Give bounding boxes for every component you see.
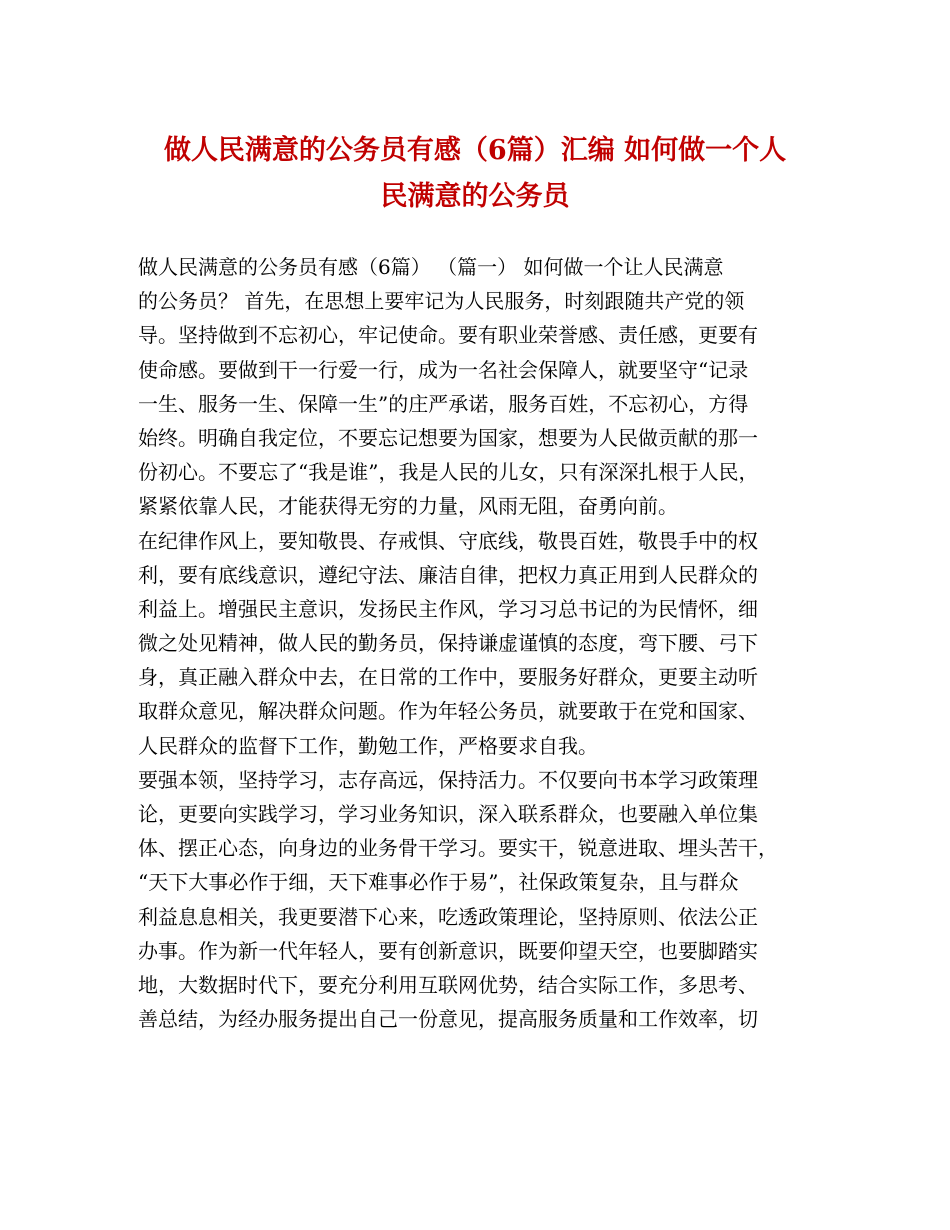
body-line: 取群众意见，解决群众问题。作为年轻公务员，就要敢于在党和国家、 <box>138 699 758 724</box>
body-line: “天下大事必作于细，天下难事必作于易”，社保政策复杂，且与群众 <box>138 870 739 895</box>
document-title <box>120 128 830 220</box>
body-line: 办事。作为新一代年轻人，要有创新意识，既要仰望天空，也要脚踏实 <box>138 938 758 963</box>
body-line: 的公务员？ 首先，在思想上要牢记为人民服务，时刻跟随共产党的领 <box>138 289 745 314</box>
body-line: 份初心。不要忘了“我是谁”，我是人民的儿女，只有深深扎根于人民， <box>138 460 759 485</box>
document-body <box>138 250 818 1036</box>
body-line: 一生、服务一生、保障一生”的庄严承诺，服务百姓，不忘初心，方得 <box>138 391 749 416</box>
body-line: 要强本领，坚持学习，志存高远，保持活力。不仅要向书本学习政策理 <box>138 767 758 792</box>
body-line: 做人民满意的公务员有感（6篇） （篇一） 如何做一个让人民满意 <box>138 255 724 279</box>
body-line: 微之处见精神，做人民的勤务员，保持谦虚谨慎的态度，弯下腰、弓下 <box>138 631 758 656</box>
body-line: 利益息息相关，我更要潜下心来，吃透政策理论，坚持原则、依法公正 <box>138 904 758 929</box>
body-line: 紧紧依靠人民，才能获得无穷的力量，风雨无阻，奋勇向前。 <box>138 494 678 519</box>
body-line: 利益上。增强民主意识，发扬民主作风，学习习总书记的为民情怀，细 <box>138 596 758 621</box>
body-line: 始终。明确自我定位，不要忘记想要为国家，想要为人民做贡献的那一 <box>138 425 758 450</box>
body-line: 人民群众的监督下工作，勤勉工作，严格要求自我。 <box>138 733 598 758</box>
body-line: 使命感。要做到干一行爱一行，成为一名社会保障人，就要坚守“记录 <box>138 357 749 382</box>
title-line: 做人民满意的公务员有感（6篇）汇编 如何做一个人 <box>163 135 787 166</box>
body-line: 体、摆正心态，向身边的业务骨干学习。要实干，锐意进取、埋头苦干， <box>138 836 778 861</box>
body-line: 导。坚持做到不忘初心，牢记使命。要有职业荣誉感、责任感，更要有 <box>138 323 758 348</box>
body-line: 身，真正融入群众中去，在日常的工作中，要服务好群众，更要主动听 <box>138 665 758 690</box>
body-line: 利，要有底线意识，遵纪守法、廉洁自律，把权力真正用到人民群众的 <box>138 562 758 587</box>
body-line: 在纪律作风上，要知敬畏、存戒惧、守底线，敬畏百姓，敬畏手中的权 <box>138 528 758 553</box>
body-line: 地，大数据时代下，要充分利用互联网优势，结合实际工作，多思考、 <box>138 972 758 997</box>
body-line: 善总结，为经办服务提出自己一份意见，提高服务质量和工作效率，切 <box>138 1007 758 1032</box>
body-line: 论，更要向实践学习，学习业务知识，深入联系群众，也要融入单位集 <box>138 802 758 826</box>
title-line: 民满意的公务员 <box>380 181 570 212</box>
